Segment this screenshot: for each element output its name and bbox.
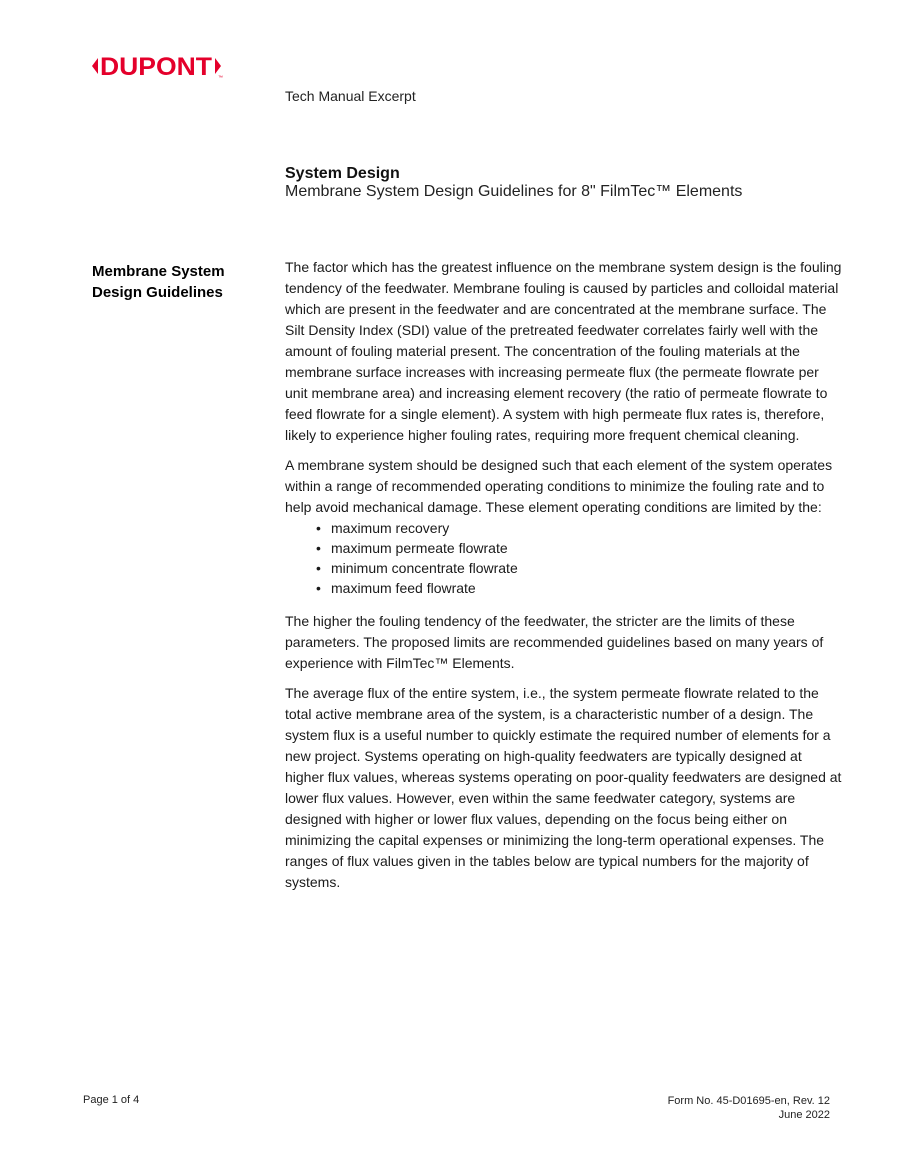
document-type-label: Tech Manual Excerpt — [285, 88, 416, 104]
form-number: Form No. 45-D01695-en, Rev. 12 — [667, 1095, 830, 1107]
dupont-logo — [92, 52, 232, 85]
svg-text:™: ™ — [218, 75, 223, 80]
list-item: • maximum recovery — [331, 518, 843, 538]
form-info — [668, 1094, 830, 1122]
main-content — [285, 257, 843, 902]
paragraph-average-flux: The average flux of the entire system, i.e., the system permeate flowrate related to the total active membrane area of the system, is a characteristic number of a design. The system flux is a useful number to quickly estimate the required number of elements for a new project. Systems operating on high-quality feedwaters are typically designed at higher flux values, whereas systems operating on poor-quality feedwaters are designed at lower flux values. However, even within the same feedwater category, systems are designed with higher or lower flux values, depending on the focus being either on minimizing the capital expenses or minimizing the long-term operational expenses. The ranges of flux values given in the tables below are typical numbers for the majority of systems. — [285, 685, 842, 890]
page-number: Page 1 of 4 — [83, 1094, 140, 1106]
paragraph-fouling: The factor which has the greatest influence on the membrane system design is the fouling tendency of the feedwater. Membrane fouling is caused by particles and colloidal material which are present in the feedwater and are concentrated at the membrane surface. The Silt Density Index (SDI) value of the pretreated feedwater correlates fairly well with the amount of fouling material present. The concentration of the fouling materials at the membrane surface increases with increasing permeate flux (the permeate flowrate per unit membrane area) and increasing element recovery (the ratio of permeate flowrate to feed flowrate for a single element). A system with high permeate flux rates is, therefore, likely to experience higher fouling rates, requiring more frequent chemical cleaning. — [285, 259, 842, 443]
list-item: • maximum permeate flowrate — [331, 538, 843, 558]
page-title: System Design — [285, 165, 400, 182]
paragraph-fouling-tendency: The higher the fouling tendency of the feedwater, the stricter are the limits of these parameters. The proposed limits are recommended guidelines based on many years of experience with FilmTec™ Elements. — [285, 613, 824, 671]
logo-wordmark: DUPONT — [100, 53, 212, 80]
limits-list — [285, 518, 843, 598]
list-item: • maximum feed flowrate — [331, 578, 843, 598]
form-date: June 2022 — [778, 1109, 830, 1121]
section-heading: Membrane System Design Guidelines — [92, 263, 225, 301]
page-subtitle: Membrane System Design Guidelines for 8" FilmTec™ Elements — [285, 183, 743, 200]
list-item: • minimum concentrate flowrate — [331, 558, 843, 578]
paragraph-operating-conditions: A membrane system should be designed such that each element of the system operates within a range of recommended operating conditions to minimize the fouling rate and to help avoid mechanical damage. These element operating conditions are limited by the: — [285, 457, 833, 515]
dupont-oval-logo — [92, 52, 232, 80]
